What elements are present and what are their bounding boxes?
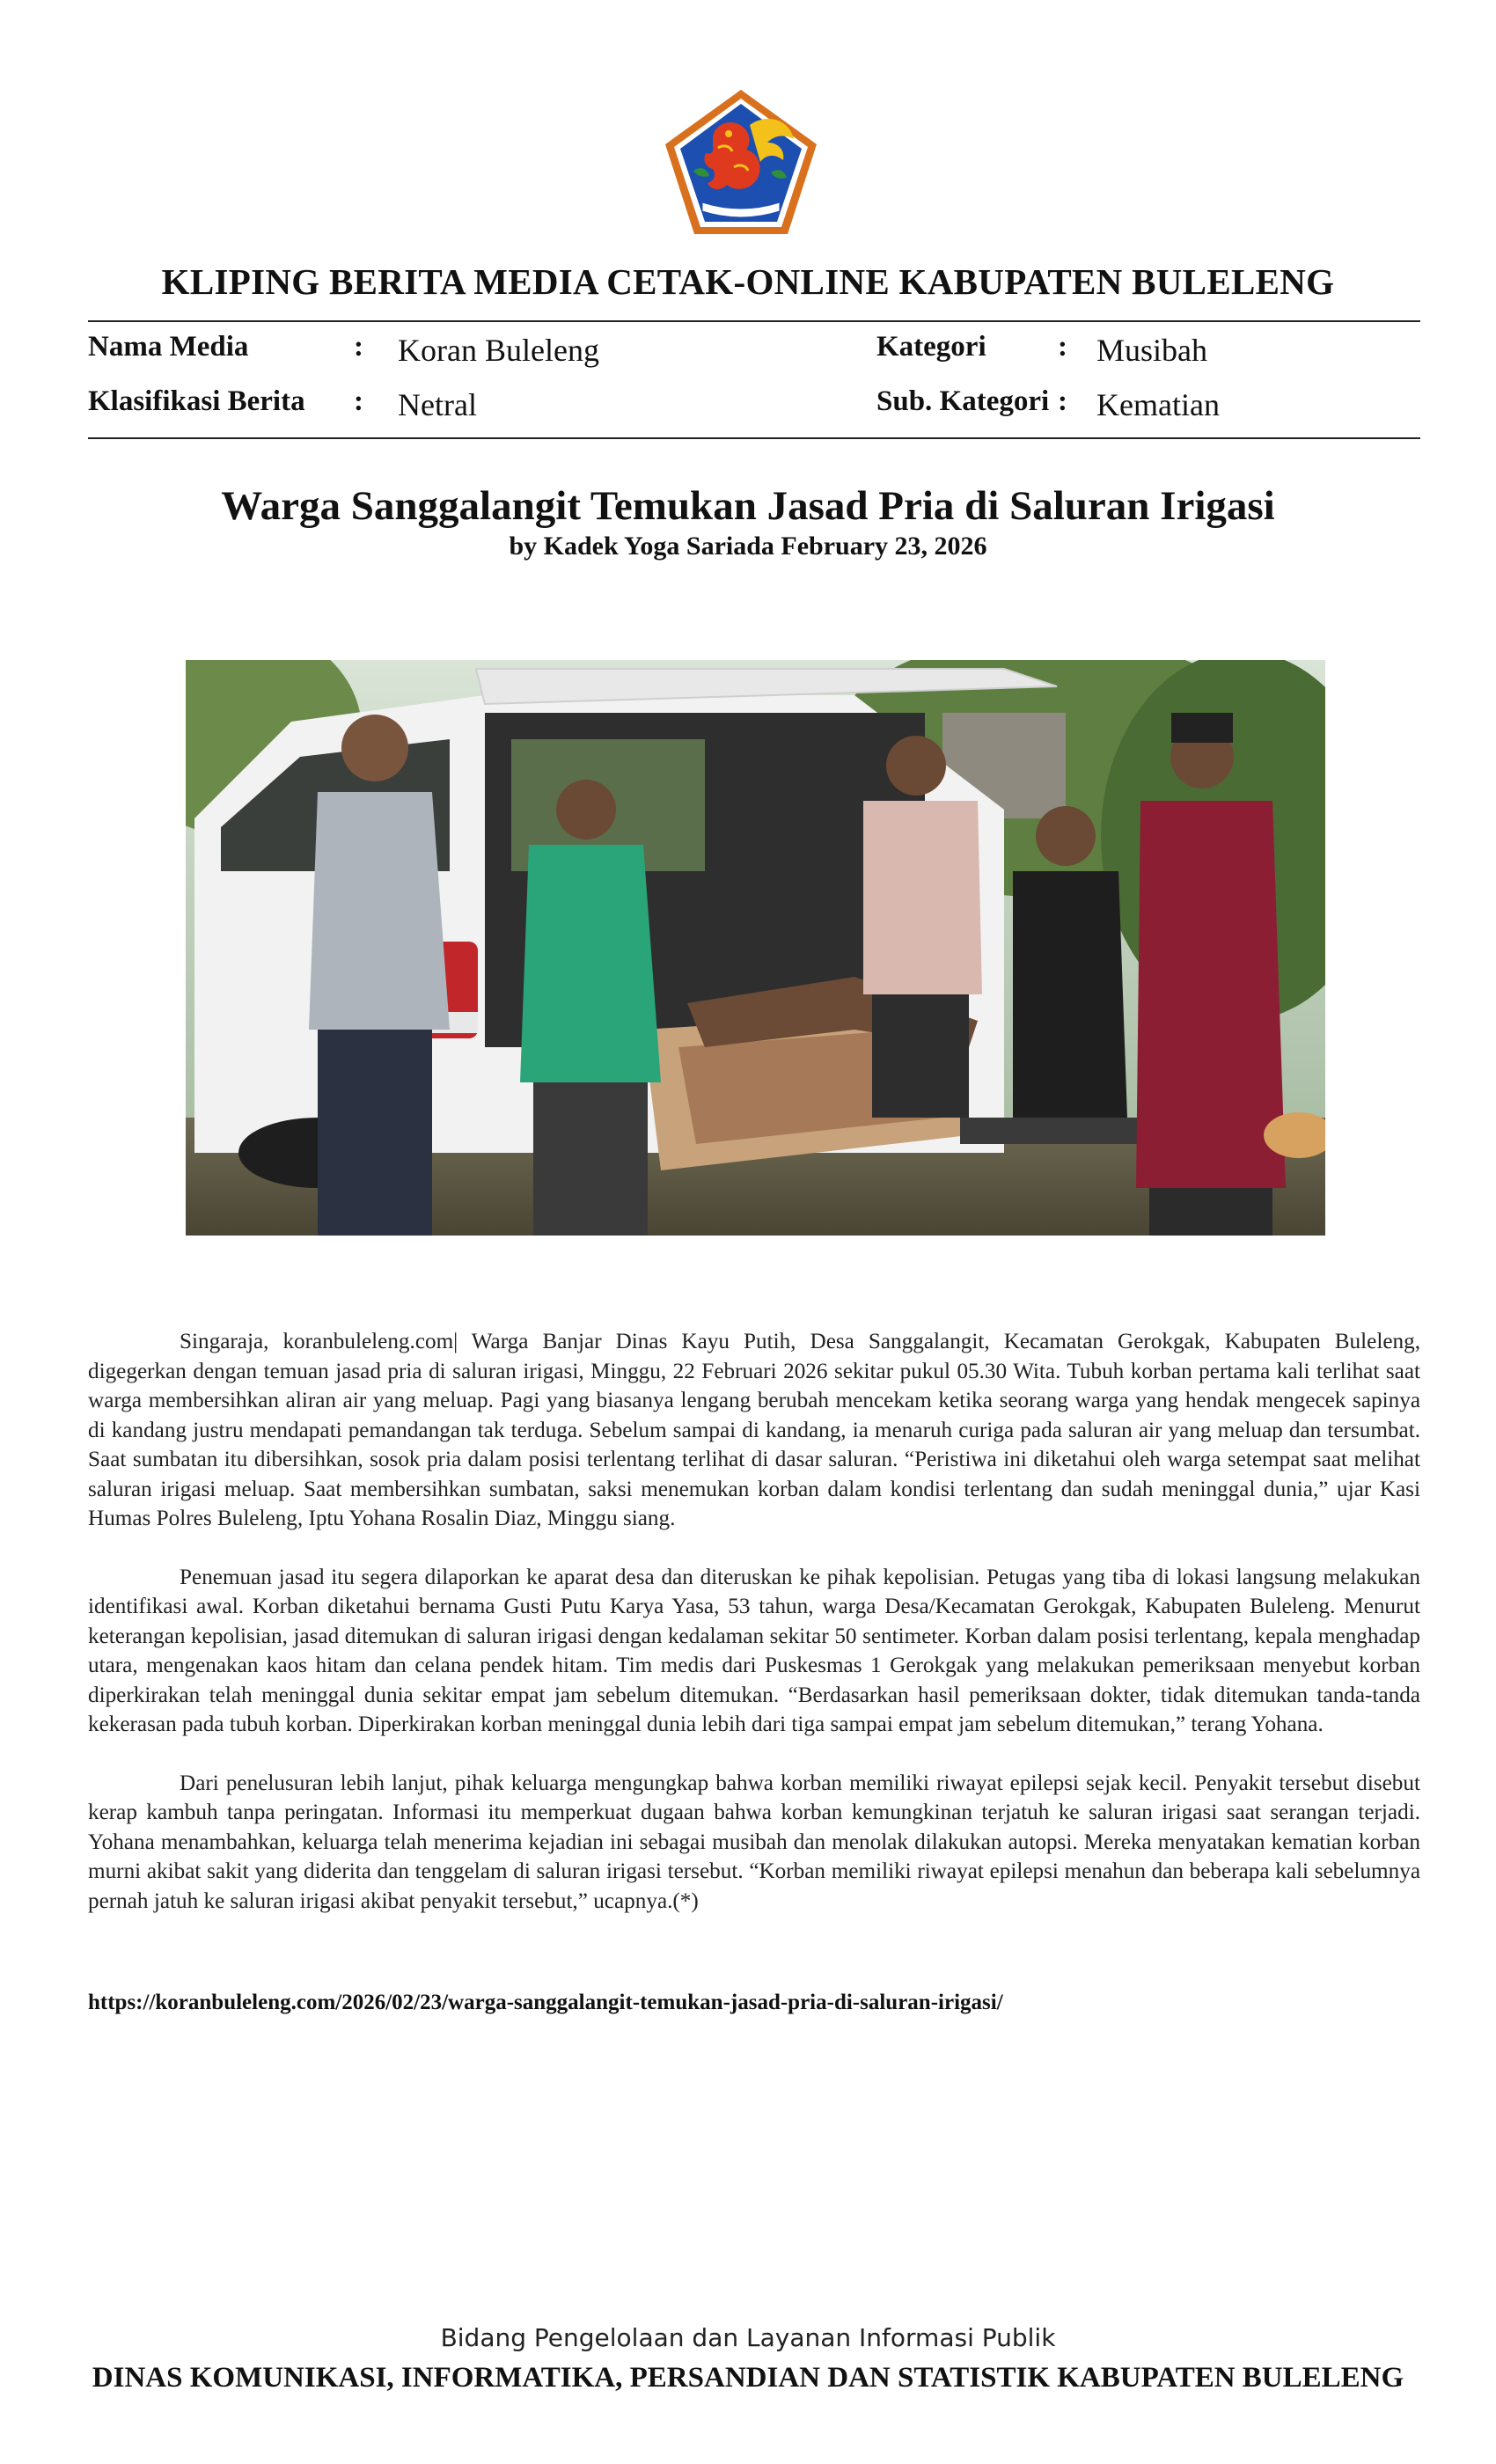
media-value: Koran Buleleng bbox=[398, 333, 599, 368]
page-title: KLIPING BERITA MEDIA CETAK-ONLINE KABUPATEN BULELENG bbox=[161, 261, 1335, 302]
header-divider-top bbox=[88, 320, 1420, 322]
article-paragraph: Dari penelusuran lebih lanjut, pihak keluarga mengungkap bahwa korban memiliki riwayat epilepsi sejak kecil. Penyakit tersebut disebut kerap kambuh tanpa peringatan. Informasi itu memperkuat dugaan bahwa korban kemungkinan terjatuh ke saluran irigasi saat serangan terjadi. Yohana menambahkan, keluarga telah menerima kejadian ini sebagai musibah dan menolak dilakukan autopsi. Mereka menyatakan kematian korban murni akibat sakit yang diderita dan tenggelam di saluran irigasi tersebut. “Korban memiliki riwayat epilepsi menahun dan beberapa kali sebelumnya pernah jatuh ke saluran irigasi akibat penyakit tersebut,” ucapnya.(*) bbox=[88, 1771, 1420, 1913]
source-link[interactable]: https://koranbuleleng.com/2026/02/23/warga-sanggalangit-temukan-jasad-pria-di-saluran-irigasi/ bbox=[88, 1991, 1003, 2014]
article-byline: by Kadek Yoga Sariada February 23, 2026 bbox=[509, 532, 987, 561]
footer-department: Bidang Pengelolaan dan Layanan Informasi Publik bbox=[440, 2323, 1056, 2352]
header-divider-bottom bbox=[88, 437, 1420, 439]
article-paragraph: Penemuan jasad itu segera dilaporkan ke aparat desa dan diteruskan ke pihak kepolisian. Petugas yang tiba di lokasi langsung melakukan identifikasi awal. Korban diketahui bernama Gusti Putu Karya Yasa, 53 tahun, warga Desa/Kecamatan Gerokgak, Kabupaten Buleleng. Menurut keterangan kepolisian, jasad ditemukan di saluran irigasi dengan kedalaman sekitar 50 sentimeter. Korban dalam posisi terlentang, kepala menghadap utara, mengenakan kaos hitam dan celana pendek hitam. Tim medis dari Puskesmas 1 Gerokgak yang melakukan pemeriksaan menyebut korban diperkirakan telah meninggal dunia sekitar empat jam sebelum ditemukan. “Berdasarkan hasil pemeriksaan dokter, tidak ditemukan tanda-tanda kekerasan pada tubuh korban. Diperkirakan korban meninggal dunia lebih dari tiga sampai empat jam sebelum ditemukan,” terang Yohana. bbox=[88, 1565, 1420, 1736]
sub-kategori-colon: : bbox=[1058, 385, 1067, 417]
sub-kategori-value: Kematian bbox=[1096, 387, 1220, 422]
klasifikasi-value: Netral bbox=[398, 387, 477, 422]
klasifikasi-label: Klasifikasi Berita bbox=[88, 385, 305, 417]
kategori-label: Kategori bbox=[876, 331, 986, 363]
article-body bbox=[88, 1327, 1420, 1945]
media-label: Nama Media bbox=[88, 331, 249, 363]
media-colon: : bbox=[354, 331, 363, 363]
klasifikasi-colon: : bbox=[354, 385, 363, 417]
footer-agency: DINAS KOMUNIKASI, INFORMATIKA, PERSANDIAN DAN STATISTIK KABUPATEN BULELENG bbox=[92, 2362, 1404, 2394]
kategori-value: Musibah bbox=[1096, 333, 1207, 368]
sub-kategori-label: Sub. Kategori bbox=[876, 385, 1050, 417]
article-photo bbox=[186, 660, 1325, 1236]
article-paragraph: Singaraja, koranbuleleng.com| Warga Banjar Dinas Kayu Putih, Desa Sanggalangit, Kecamatan Gerokgak, Kabupaten Buleleng, digegerkan dengan temuan jasad pria di saluran irigasi, Minggu, 22 Februari 2026 sekitar pukul 05.30 Wita. Tubuh korban pertama kali terlihat saat warga membersihkan aliran air yang meluap. Pagi yang biasanya lengang berubah mencekam ketika seorang warga yang hendak mengecek sapinya di kandang justru mendapati pemandangan tak terduga. Sebelum sampai di kandang, ia menaruh curiga pada saluran air yang meluap dan tersumbat. Saat sumbatan itu dibersihkan, sosok pria dalam posisi terlentang terlihat di dasar saluran. “Peristiwa ini diketahui oleh warga setempat saat melihat saluran irigasi meluap. Saat membersihkan sumbatan, saksi menemukan korban dalam kondisi terlentang dan sudah meninggal dunia,” ujar Kasi Humas Polres Buleleng, Iptu Yohana Rosalin Diaz, Minggu siang. bbox=[88, 1330, 1420, 1530]
kategori-colon: : bbox=[1058, 331, 1067, 363]
buleleng-crest-icon bbox=[662, 86, 820, 238]
article-headline: Warga Sanggalangit Temukan Jasad Pria di Saluran Irigasi bbox=[221, 483, 1275, 529]
